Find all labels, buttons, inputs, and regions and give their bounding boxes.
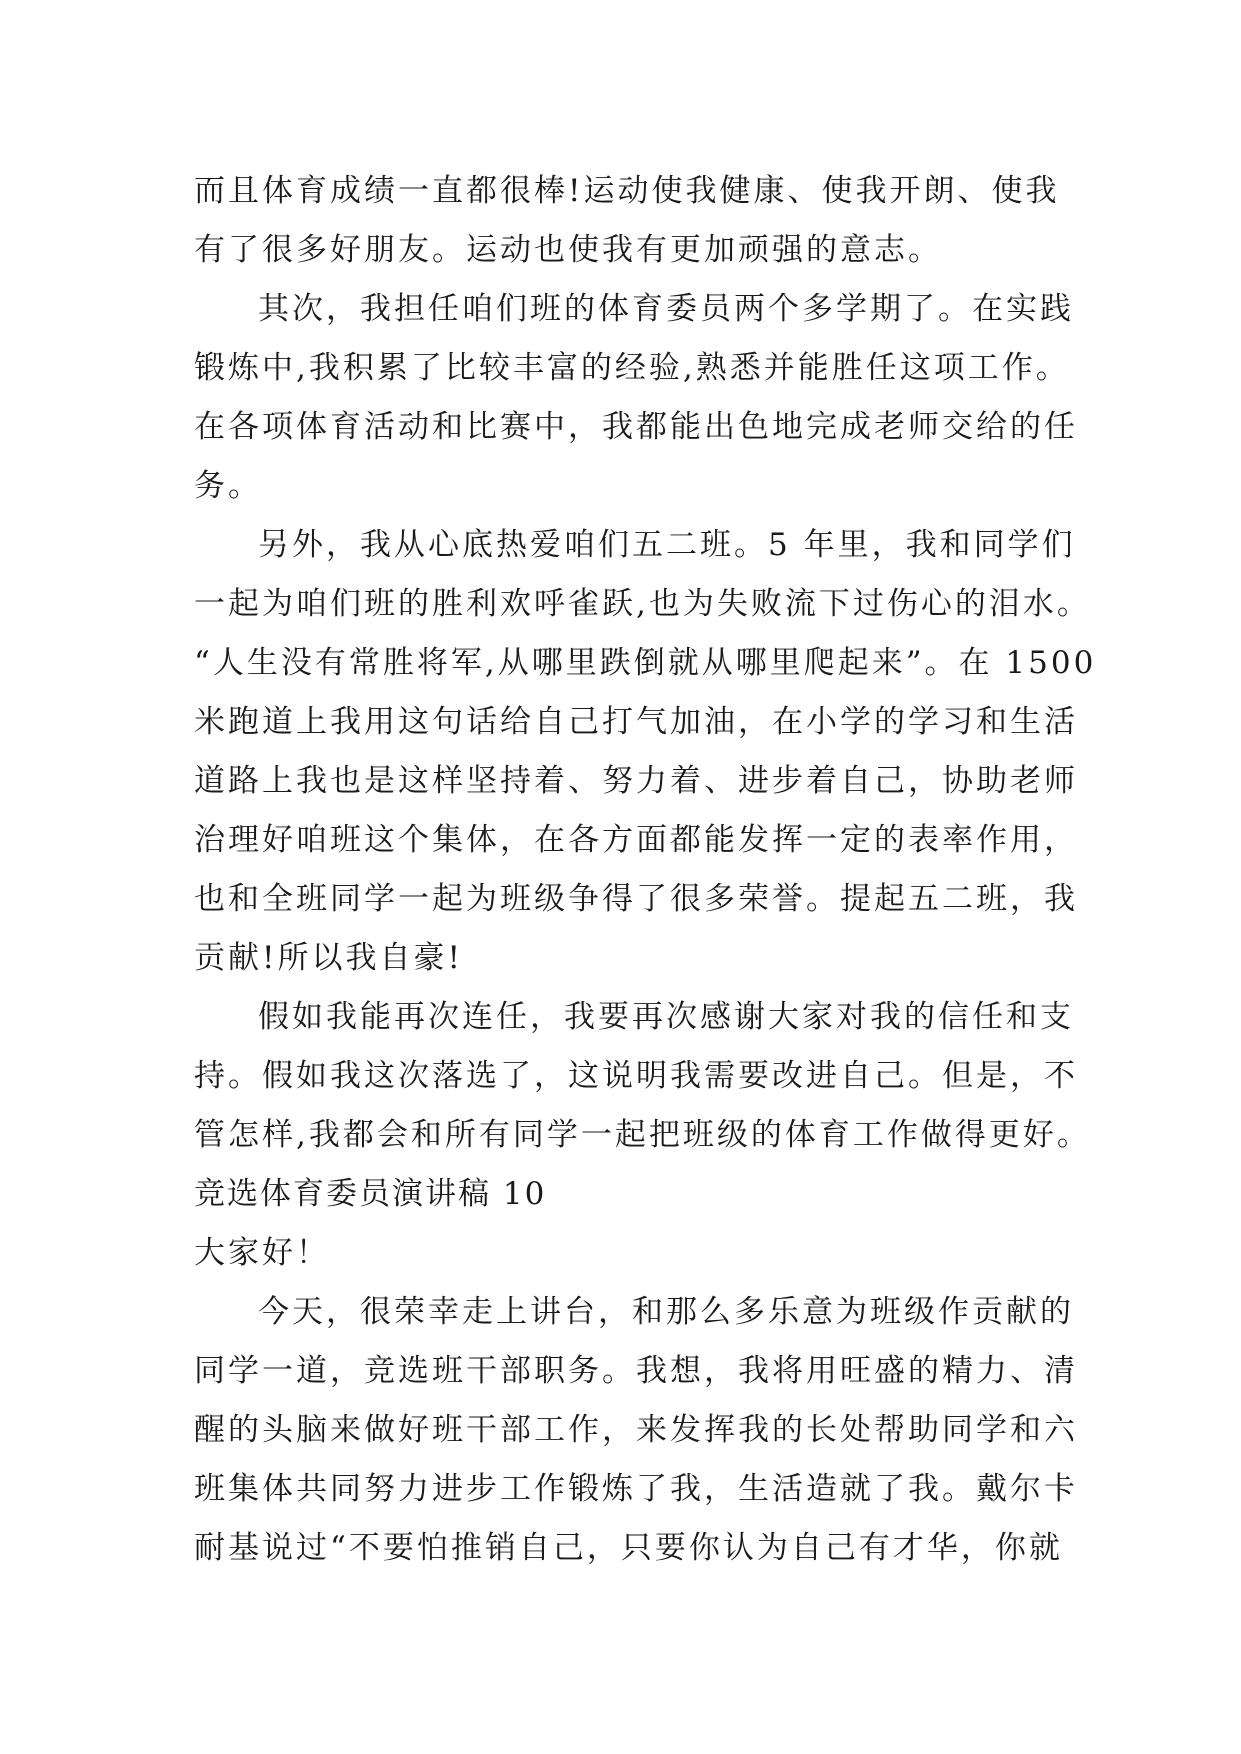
text-line: 而且体育成绩一直都很棒!运动使我健康、使我开朗、使我 <box>194 173 1060 209</box>
document-body <box>194 162 1097 1578</box>
text-line: 同学一道，竞选班干部职务。我想，我将用旺盛的精力、清 <box>194 1353 1078 1389</box>
greeting-line: 大家好！ <box>194 1235 330 1271</box>
text-line: 米跑道上我用这句话给自己打气加油，在小学的学习和生活 <box>194 704 1078 740</box>
text-line: 班集体共同努力进步工作锻炼了我，生活造就了我。戴尔卡 <box>194 1471 1078 1507</box>
text-line: 治理好咱班这个集体，在各方面都能发挥一定的表率作用， <box>194 822 1078 858</box>
text-line: 道路上我也是这样坚持着、努力着、进步着自己，协助老师 <box>194 763 1078 799</box>
text-line: 贡献!所以我自豪! <box>194 940 463 976</box>
text-line: 锻炼中,我积累了比较丰富的经验,熟悉并能胜任这项工作。 <box>194 350 1070 386</box>
text-line: 管怎样,我都会和所有同学一起把班级的体育工作做得更好。 <box>194 1117 1091 1153</box>
text-line: 务。 <box>194 468 262 504</box>
text-line: 一起为咱们班的胜利欢呼雀跃,也为失败流下过伤心的泪水。 <box>194 586 1091 622</box>
section-title: 竞选体育委员演讲稿 10 <box>194 1176 547 1212</box>
paragraph-start-line: 假如我能再次连任，我要再次感谢大家对我的信任和支 <box>258 999 1074 1035</box>
text-line: 持。假如我这次落选了，这说明我需要改进自己。但是，不 <box>194 1058 1078 1094</box>
paragraph-start-line: 今天，很荣幸走上讲台，和那么多乐意为班级作贡献的 <box>258 1294 1074 1330</box>
text-line: 也和全班同学一起为班级争得了很多荣誉。提起五二班，我 <box>194 881 1078 917</box>
paragraph-start-line: 其次，我担任咱们班的体育委员两个多学期了。在实践 <box>258 291 1074 327</box>
paragraph-start-line: 另外，我从心底热爱咱们五二班。5 年里，我和同学们 <box>258 527 1076 563</box>
text-line: 醒的头脑来做好班干部工作，来发挥我的长处帮助同学和六 <box>194 1412 1078 1448</box>
text-line: “人生没有常胜将军,从哪里跌倒就从哪里爬起来”。在 1500 <box>194 645 1097 681</box>
text-line: 在各项体育活动和比赛中，我都能出色地完成老师交给的任 <box>194 409 1078 445</box>
text-line: 耐基说过“不要怕推销自己，只要你认为自己有才华，你就 <box>194 1530 1063 1566</box>
text-line: 有了很多好朋友。运动也使我有更加顽强的意志。 <box>194 232 942 268</box>
